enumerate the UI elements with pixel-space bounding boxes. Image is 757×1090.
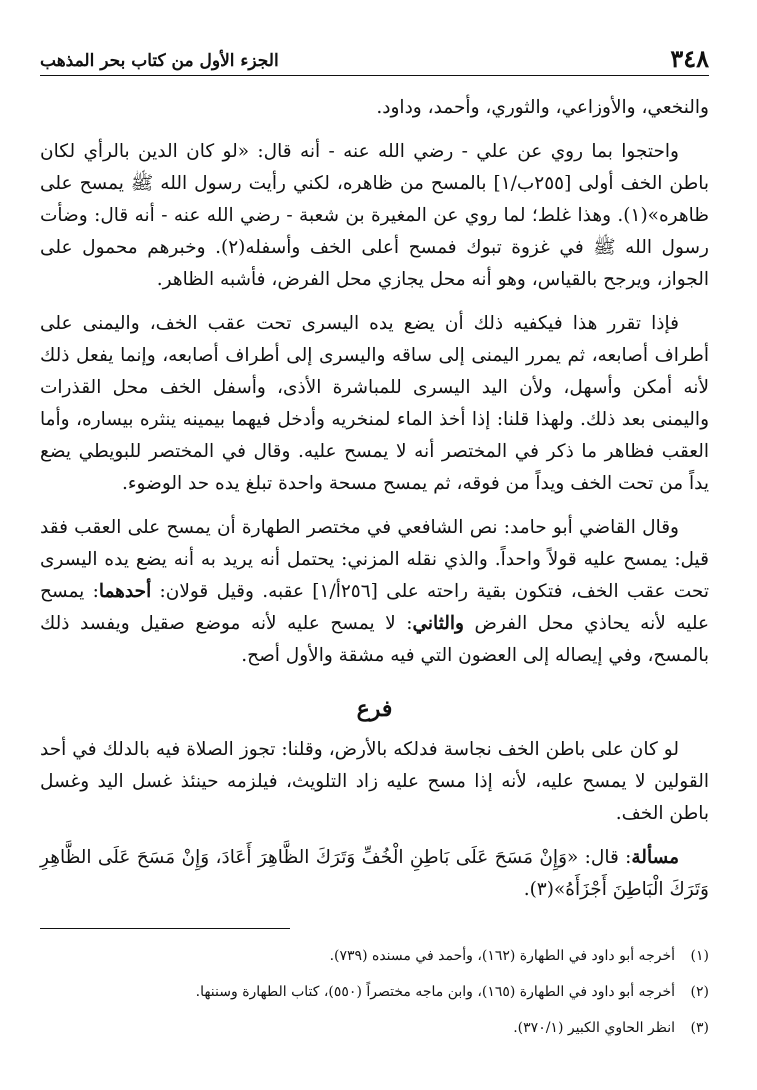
section-heading: فرع bbox=[356, 696, 393, 722]
page-number: ٣٤٨ bbox=[670, 44, 709, 73]
first-opinion-label: أحدهما bbox=[98, 581, 152, 602]
footnote-number: (١) bbox=[690, 948, 709, 964]
footnote-text: انظر الحاوي الكبير (٣٧٠/١). bbox=[513, 1020, 675, 1036]
footnotes bbox=[40, 936, 709, 1054]
paragraph-4-part-2: : يمسح عليه لأنه يحاذي محل الفرض bbox=[40, 581, 709, 634]
paragraph-6 bbox=[40, 842, 709, 906]
paragraph-4-part-3: : لا يمسح عليه لأنه موضع صقيل ويفسد ذلك بالمسح، وفي إيصاله إلى العضون التي فيه مشقة والأول أصح. bbox=[40, 613, 709, 666]
paragraph-3: فإذا تقرر هذا فيكفيه ذلك أن يضع يده اليسرى تحت عقب الخف، واليمنى على أطراف أصابعه، ثم يمرر اليمنى إلى ساقه واليسرى إلى أطراف أصابعه، وإنما يفعل ذلك لأنه أمكن وأسهل، ولأن اليد اليسرى للمباشرة الأذى، وأسفل الخف محل القذرات واليمنى بعد ذلك. ولهذا قلنا: إذا أخذ الماء لمنخريه وأدخل فيهما بيمينه ينثره بيساره، وأما العقب فظاهر ما ذكر في المختصر أنه لا يمسح عليه. وقال في المختصر للبويطي يضع يداً من تحت الخف ويداً من فوقه، ثم يمسح مسحة واحدة تبلغ يده حد الوضوء. bbox=[40, 313, 709, 494]
paragraph-5: لو كان على باطن الخف نجاسة فدلكه بالأرض، وقلنا: تجوز الصلاة فيه بالدلك في أحد القولين لا يمسح عليه، لأنه إذا مسح عليه زاد التلويث، فيلزمه حينئذ غسل اليد وغسل باطن الخف. bbox=[40, 739, 709, 824]
page-header bbox=[40, 42, 709, 76]
paragraph-4 bbox=[40, 512, 709, 672]
footnote-text: أخرجه أبو داود في الطهارة (١٦٥)، وابن ماجه مختصراً (٥٥٠)، كتاب الطهارة وسننها. bbox=[195, 984, 675, 1000]
masala-label: مسألة bbox=[631, 847, 679, 868]
paragraph-4-part-1: وقال القاضي أبو حامد: نص الشافعي في مختصر الطهارة أن يمسح على العقب فقد قيل: يمسح عليه قولاً واحداً. والذي نقله المزني: يحتمل أنه يريد به أنه يضع يده اليسرى تحت عقب الخف، فتكون بقية راحته على [٢٥٦أ/١] عقبه. وقيل قولان: bbox=[40, 517, 709, 602]
footnote-1 bbox=[40, 946, 709, 966]
footnote-number: (٣) bbox=[690, 1020, 709, 1036]
paragraph-1: والنخعي، والأوزاعي، والثوري، وأحمد، وداود. bbox=[376, 97, 709, 118]
second-opinion-label: والثاني bbox=[412, 613, 464, 634]
paragraph-2: واحتجوا بما روي عن علي - رضي الله عنه - أنه قال: «لو كان الدين بالرأي لكان باطن الخف أولى [٢٥٥ب/١] بالمسح من ظاهره، لكني رأيت رسول الله ﷺ يمسح على ظاهره»(١). وهذا غلط؛ لما روي عن المغيرة بن شعبة - رضي الله عنه - أنه قال: وضأت رسول الله ﷺ في غزوة تبوك فمسح أعلى الخف وأسفله(٢). وخبرهم محمول على الجواز، ويرجح بالقياس، وهو أنه محل يجازي محل الفرض، فأشبه الظاهر. bbox=[40, 141, 709, 290]
footnote-3 bbox=[40, 1018, 709, 1038]
masala-text: : قال: «وَإِنْ مَسَحَ عَلَى بَاطِنِ الْخُفِّ وَتَرَكَ الظَّاهِرَ أَعَادَ، وَإِنْ مَسَحَ عَلَى الظَّاهِرِ وَتَرَكَ الْبَاطِنَ أَجْزَأَهُ»(٣). bbox=[40, 847, 709, 900]
footnote-text: أخرجه أبو داود في الطهارة (١٦٢)، وأحمد في مسنده (٧٣٩). bbox=[329, 948, 675, 964]
footnote-number: (٢) bbox=[690, 984, 709, 1000]
footnote-2 bbox=[40, 982, 709, 1002]
footnote-divider bbox=[40, 928, 290, 929]
running-title: الجزء الأول من كتاب بحر المذهب bbox=[40, 51, 279, 71]
main-text bbox=[40, 92, 709, 906]
